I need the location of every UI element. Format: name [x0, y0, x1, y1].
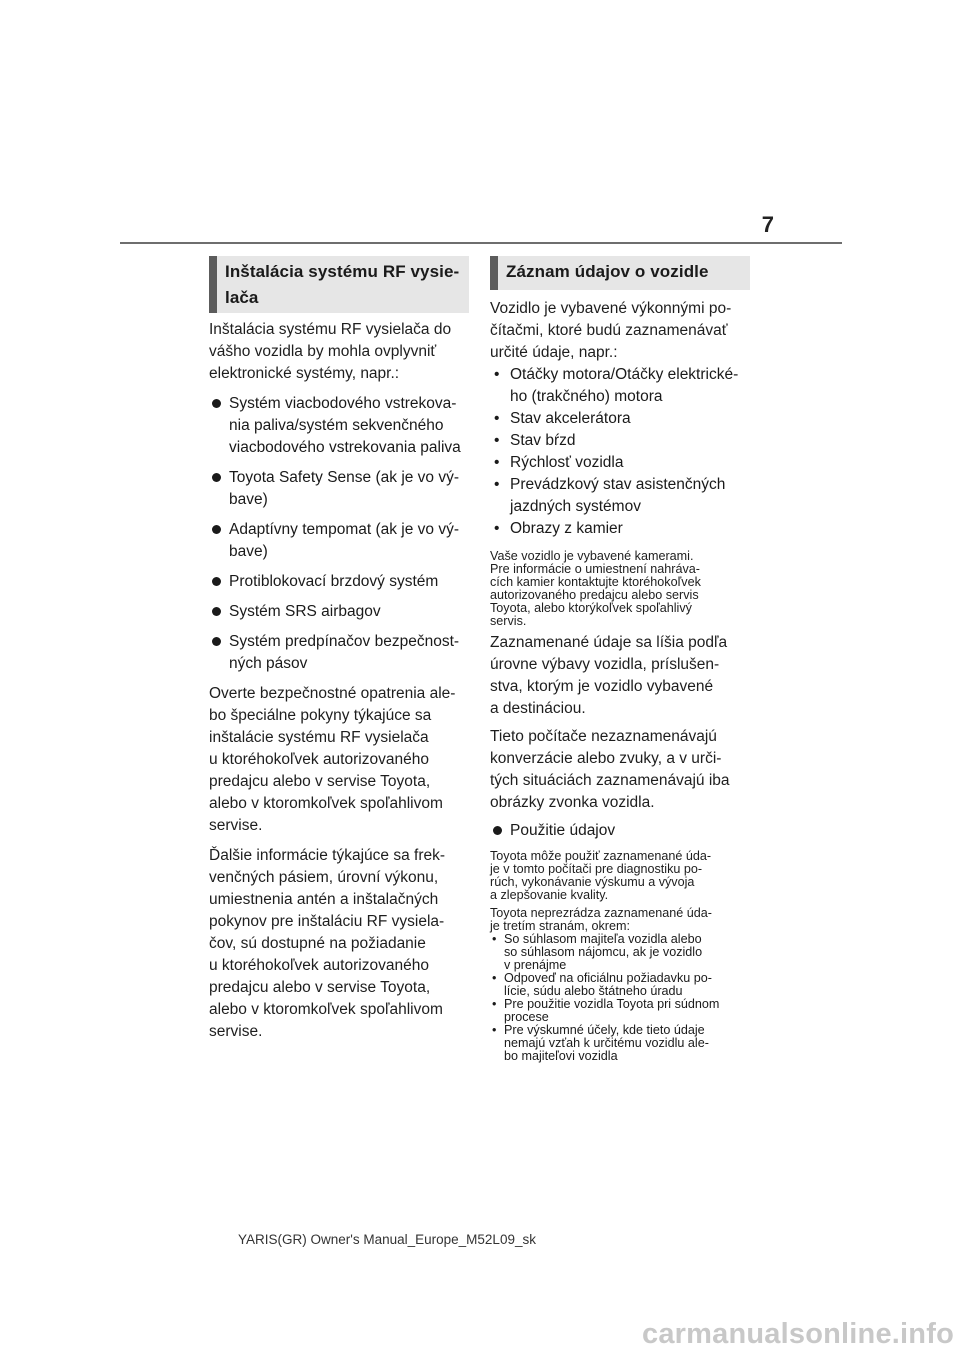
- bullet-icon: •: [494, 454, 500, 471]
- bullet-icon: [212, 607, 221, 616]
- right-column: [490, 256, 750, 1063]
- list-item: • Otáčky motora/Otáčky elektrické- ho (trakčného) motora: [494, 366, 739, 405]
- text-line: vášho vozidla by mohla ovplyvniť: [209, 343, 437, 360]
- info-paragraph: Ďalšie informácie týkajúce sa frek- venčných pásiem, úrovní výkonu, umiestnenia antén a inštalačných pokynov pre inštaláciu RF vysiela- čov, sú dostupné na požiadanie u ktoréhokoľvek autorizovaného predajcu alebo v servise Toyota, alebo v ktoromkoľvek spoľahlivom servise.: [209, 847, 446, 1040]
- heading-line: lača: [225, 288, 259, 307]
- section-heading-vehicle-data: Záznam údajov o vozidle: [490, 256, 750, 290]
- list-item: • Stav bŕzd: [490, 430, 750, 452]
- list-item: Systém predpínačov bezpečnost- ných pásov: [209, 631, 469, 675]
- list-item: Použitie údajov: [490, 820, 750, 842]
- list-item: • Prevádzkový stav asistenčných jazdných systémov: [494, 476, 726, 515]
- footer-manual-id: YARIS(GR) Owner's Manual_Europe_M52L09_sk: [238, 1232, 536, 1247]
- bullet-icon: •: [494, 366, 500, 383]
- no-audio-paragraph: Tieto počítače nezaznamenávajú konverzácie alebo zvuky, a v urči- tých situáciách zaznamenávajú iba obrázky zvonka vozidla.: [490, 728, 730, 811]
- intro-paragraph: Vozidlo je vybavené výkonnými po- čítačmi, ktoré budú zaznamenávať určité údaje, napr.:: [490, 300, 732, 361]
- safety-paragraph: Overte bezpečnostné opatrenia ale- bo špeciálne pokyny týkajúce sa inštalácie systému RF vysielača u ktoréhokoľvek autorizovaného predajcu alebo v servise Toyota, alebo v ktoromkoľvek spoľahlivom servise.: [209, 685, 456, 834]
- left-column: [209, 256, 469, 1043]
- intro-paragraph: [209, 319, 469, 385]
- bullet-icon: •: [494, 476, 500, 493]
- disclosure-note: Toyota neprezrádza zaznamenané úda- je tretím stranám, okrem:: [490, 906, 712, 933]
- bullet-icon: •: [494, 432, 500, 449]
- list-item: Adaptívny tempomat (ak je vo vý- bave): [209, 519, 469, 563]
- list-item: Systém viacbodového vstrekova- nia paliva/systém sekvenčného viacbodového vstrekovania paliva: [209, 393, 469, 459]
- list-item: • Rýchlosť vozidla: [490, 452, 750, 474]
- header-rule: [120, 242, 842, 244]
- bullet-icon: •: [492, 997, 497, 1011]
- text-line: elektronické systémy, napr.:: [209, 365, 400, 382]
- recorded-data-paragraph: Zaznamenané údaje sa líšia podľa úrovne výbavy vozidla, príslušen- stva, ktorým je vozidlo vybavené a destináciou.: [490, 634, 728, 717]
- bullet-icon: [493, 826, 502, 835]
- bullet-icon: [212, 525, 221, 534]
- section-heading-rf-transmitter: [209, 256, 469, 313]
- heading-line: Inštalácia systému RF vysie-: [225, 262, 460, 281]
- camera-note: Vaše vozidlo je vybavené kamerami. Pre informácie o umiestnení nahráva- cích kamier kontaktujte ktoréhokoľvek autorizovaného predajcu alebo servis Toyota, alebo ktorýkoľvek spoľahlivý servis.: [490, 549, 701, 628]
- bullet-icon: •: [492, 971, 497, 985]
- list-item: • Stav akcelerátora: [490, 408, 750, 430]
- bullet-icon: •: [494, 410, 500, 427]
- list-item: • Pre výskumné účely, kde tieto údaje nemajú vzťah k určitému vozidlu ale- bo majiteľovi vozidla: [492, 1023, 709, 1063]
- data-usage-note: Toyota môže použiť zaznamenané úda- je v tomto počítači pre diagnostiku po- rúch, vykonávanie výskumu a vývoja a zlepšovanie kvality.: [490, 849, 712, 902]
- bullet-icon: •: [492, 932, 497, 946]
- list-item: • Odpoveď na oficiálnu požiadavku po- lície, súdu alebo štátneho úradu: [492, 971, 712, 998]
- bullet-icon: [212, 637, 221, 646]
- text-line: Inštalácia systému RF vysielača do: [209, 321, 452, 338]
- list-item: Systém SRS airbagov: [209, 601, 469, 623]
- list-item: • Pre použitie vozidla Toyota pri súdnom procese: [492, 997, 720, 1024]
- bullet-icon: [212, 473, 221, 482]
- watermark: carmanualsonline.info: [642, 1318, 954, 1350]
- bullet-icon: •: [494, 520, 500, 537]
- list-item: Protiblokovací brzdový systém: [209, 571, 469, 593]
- list-item: Toyota Safety Sense (ak je vo vý- bave): [209, 467, 469, 511]
- bullet-icon: [212, 399, 221, 408]
- bullet-icon: •: [492, 1023, 497, 1037]
- list-item: • Obrazy z kamier: [490, 518, 750, 540]
- page-number: 7: [761, 212, 774, 237]
- list-item: • So súhlasom majiteľa vozidla alebo so súhlasom nájomcu, ak je vozidlo v prenájme: [492, 932, 703, 972]
- bullet-icon: [212, 577, 221, 586]
